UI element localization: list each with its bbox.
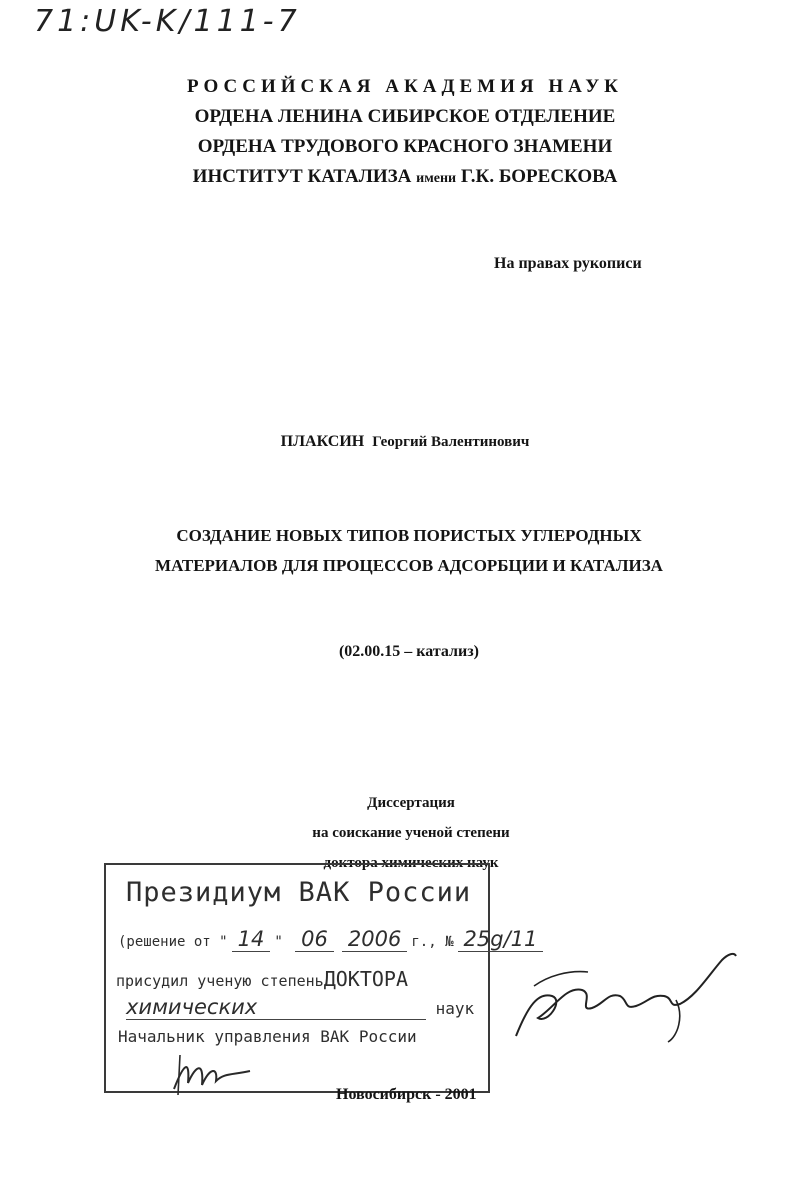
degree-line-3: доктора химических наук xyxy=(323,855,499,871)
stamp-degree-value: ДОКТОРА xyxy=(323,967,409,991)
stamp-title: Президиум ВАК России xyxy=(126,877,472,908)
stamp-degree-prefix: присудил ученую степень xyxy=(116,972,324,990)
stamp-decision: (решение от " 14 " 06 2006 г., № 25g/11 xyxy=(118,927,547,951)
manuscript-rights: На правах рукописи xyxy=(494,255,642,272)
institute-name xyxy=(0,162,798,194)
stamp-signature xyxy=(166,1053,256,1097)
title-line-2: МАТЕРИАЛОВ ДЛЯ ПРОЦЕССОВ АДСОРБЦИИ И КАТАЛИЗА xyxy=(155,556,663,575)
stamp-science-handwritten: химических xyxy=(126,995,426,1020)
handwritten-archive-number: 71:UK-K/111-7 xyxy=(34,4,301,39)
degree-line-2: на соискание ученой степени xyxy=(312,825,510,841)
stamp-day: 14 xyxy=(232,927,271,952)
city-year: Новосибирск - 2001 xyxy=(336,1086,477,1103)
institute-name-start: ИНСТИТУТ КАТАЛИЗА xyxy=(192,166,412,187)
stamp-number: 25g/11 xyxy=(458,927,544,952)
author-signature xyxy=(508,946,740,1046)
stamp-decision-prefix: (решение от xyxy=(118,934,211,950)
author-given-name: Георгий Валентинович xyxy=(372,434,530,450)
institute-name-end: Г.К. БОРЕСКОВА xyxy=(460,166,618,187)
stamp-degree xyxy=(116,967,408,991)
dissertation-title xyxy=(0,521,798,581)
stamp-science xyxy=(126,995,488,1020)
stamp-year: 2006 xyxy=(342,927,407,952)
specialty-code: (02.00.15 – катализ) xyxy=(338,643,480,660)
title-line-1: СОЗДАНИЕ НОВЫХ ТИПОВ ПОРИСТЫХ УГЛЕРОДНЫХ xyxy=(176,526,642,545)
stamp-head-title: Начальник управления ВАК России xyxy=(118,1027,417,1046)
author-surname: ПЛАКСИН xyxy=(280,433,365,450)
vak-stamp xyxy=(104,863,538,1093)
stamp-year-suffix: г., № xyxy=(411,934,454,950)
institution-header xyxy=(0,72,798,194)
author xyxy=(0,433,798,451)
degree-line-1: Диссертация xyxy=(367,795,455,811)
institute-name-imeni: имени xyxy=(416,171,457,186)
stamp-science-suffix: наук xyxy=(435,999,475,1018)
branch-name: ОРДЕНА ЛЕНИНА СИБИРСКОЕ ОТДЕЛЕНИЕ xyxy=(194,106,616,127)
order-name: ОРДЕНА ТРУДОВОГО КРАСНОГО ЗНАМЕНИ xyxy=(197,136,613,157)
stamp-month: 06 xyxy=(295,927,334,952)
academy-name: РОССИЙСКАЯ АКАДЕМИЯ НАУК xyxy=(187,76,623,97)
